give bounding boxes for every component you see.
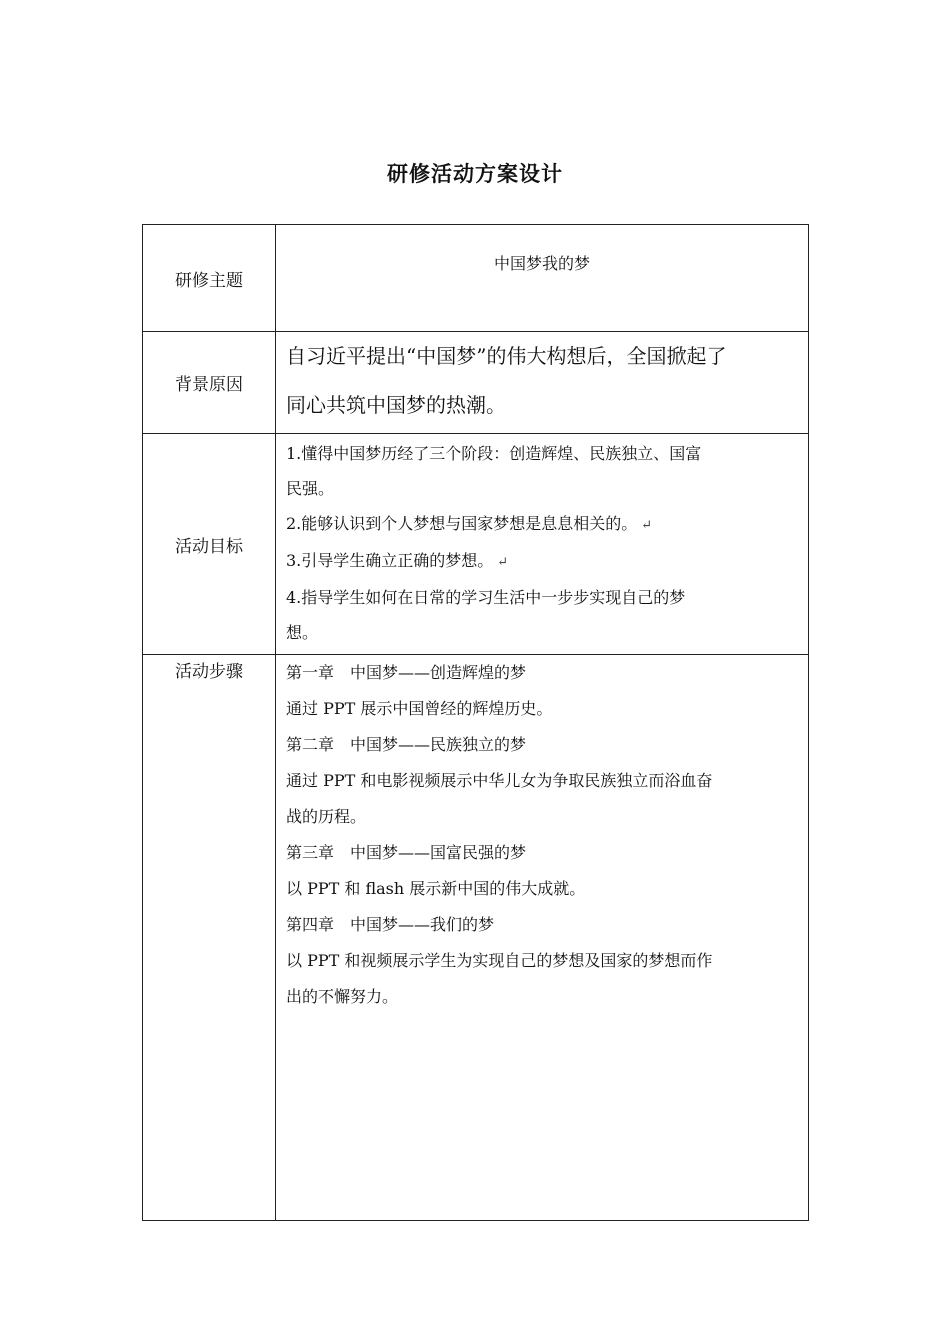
plan-table (142, 224, 809, 1221)
goals-text (276, 434, 809, 655)
steps-label: 活动步骤 (143, 655, 276, 1221)
step-line: 第三章 中国梦——国富民强的梦 (286, 843, 527, 862)
goal-line (286, 506, 800, 543)
row-steps (143, 655, 809, 1221)
document-title: 研修活动方案设计 (387, 161, 563, 186)
step-line: 战的历程。 (286, 807, 367, 826)
paragraph-mark-icon: ↵ (641, 518, 653, 533)
goal-line: 1.懂得中国梦历经了三个阶段：创造辉煌、民族独立、国富 (286, 444, 702, 463)
row-theme (143, 225, 809, 332)
step-line: 通过 PPT 和电影视频展示中华儿女为争取民族独立而浴血奋 (286, 771, 713, 790)
goal-line (286, 543, 800, 580)
step-line: 第一章 中国梦——创造辉煌的梦 (286, 663, 527, 682)
step-line: 通过 PPT 展示中国曾经的辉煌历史。 (286, 699, 553, 718)
goals-label: 活动目标 (143, 434, 276, 655)
paragraph-mark-icon: ↵ (497, 555, 509, 570)
background-line: 同心共筑中国梦的热潮。 (286, 393, 506, 417)
step-line: 出的不懈努力。 (286, 987, 399, 1006)
step-line: 以 PPT 和视频展示学生为实现自己的梦想及国家的梦想而作 (286, 951, 713, 970)
background-line: 自习近平提出“中国梦”的伟大构想后，全国掀起了 (286, 344, 727, 368)
step-line: 以 PPT 和 flash 展示新中国的伟大成就。 (286, 879, 586, 898)
goal-line: 民强。 (286, 479, 335, 498)
row-goals (143, 434, 809, 655)
steps-text (276, 655, 809, 1221)
goal-line-text: 3.引导学生确立正确的梦想。 (286, 551, 494, 570)
goal-line-text: 2.能够认识到个人梦想与国家梦想是息息相关的。 (286, 514, 638, 533)
background-text (276, 332, 809, 434)
row-background (143, 332, 809, 434)
background-label: 背景原因 (143, 332, 276, 434)
goal-line: 想。 (286, 623, 319, 642)
theme-label: 研修主题 (143, 225, 276, 332)
theme-value: 中国梦我的梦 (276, 225, 809, 332)
step-line: 第二章 中国梦——民族独立的梦 (286, 735, 527, 754)
goal-line: 4.指导学生如何在日常的学习生活中一步步实现自己的梦 (286, 588, 686, 607)
step-line: 第四章 中国梦——我们的梦 (286, 915, 495, 934)
